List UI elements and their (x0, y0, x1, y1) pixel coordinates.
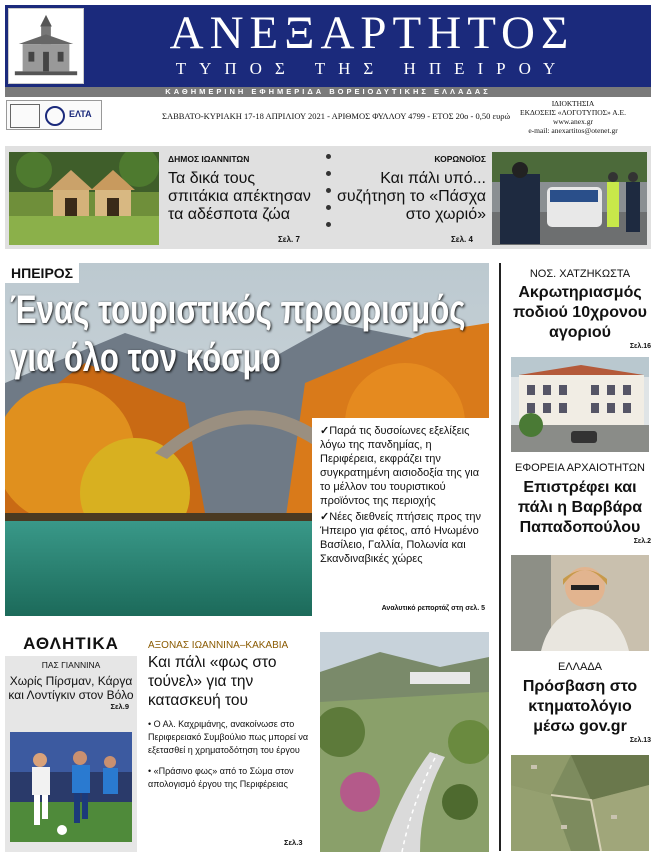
summary-bullet: ✓Νέες διεθνείς πτήσεις προς την Ήπειρο για φέτος, από Ηνωμένο Βασίλειο, Γαλλία, Πολωνία και Σκανδιναβικές χώρες (320, 511, 481, 565)
main-headline-line: για όλο τον κόσμο (10, 336, 281, 380)
ownership-info (498, 99, 648, 135)
masthead (5, 5, 651, 87)
story-kicker: ΕΛΛΑΔΑ (557, 661, 603, 673)
newspaper-title: ΑΝΕΞΑΡΤΗΤΟΣ (169, 7, 575, 59)
church-logo-icon (9, 9, 83, 83)
divider-dots (326, 154, 332, 244)
elta-badge: ΕΛΤΑ (69, 109, 92, 119)
portrait-photo (511, 555, 649, 651)
right-story-cadastre[interactable] (509, 661, 651, 744)
teaser-animals[interactable] (168, 154, 318, 224)
seal-badge-icon (45, 106, 65, 126)
story-kicker: ΝΟΣ. ΧΑΤΖΗΚΩΣΤΑ (529, 268, 631, 280)
football-photo (10, 732, 132, 842)
section-label: ΗΠΕΙΡΟΣ (5, 263, 79, 283)
certificate-badge-icon (10, 104, 40, 128)
sports-title[interactable]: Χωρίς Πίρσμαν, Κάργα και Λοντίγκιν στον Βόλο (8, 674, 134, 702)
highway-photo (320, 632, 489, 852)
right-story-ephorate[interactable] (509, 462, 651, 545)
main-summary-box (312, 418, 489, 616)
column-divider (499, 263, 501, 851)
newspaper-logo (8, 8, 84, 84)
aerial-map-photo (511, 755, 649, 851)
story-title: Ακρωτηριασμός ποδιού 10χρονου αγοριού (513, 284, 647, 341)
story-title: Επιστρέφει και πάλι η Βαρβάρα Παπαδοπούλου (517, 479, 643, 536)
hospital-photo (511, 357, 649, 452)
issue-info: ΣΑΒΒΑΤΟ-ΚΥΡΙΑΚΗ 17-18 ΑΠΡΙΛΙΟΥ 2021 - ΑΡΙΘΜΟΣ ΦΥΛΛΟΥ 4799 - ΕΤΟΣ 20ο - 0,50 ευρώ (162, 111, 511, 121)
highway-story[interactable] (148, 640, 312, 791)
teaser-page: Σελ. 7 (278, 235, 300, 244)
story-page: Σελ.13 (629, 737, 651, 744)
story-kicker: ΑΞΟΝΑΣ ΙΩΑΝΝΙΝΑ–ΚΑΚΑΒΙΑ (148, 640, 289, 651)
daily-tagline: ΚΑΘΗΜΕΡΙΝΗ ΕΦΗΜΕΡΙΔΑ ΒΟΡΕΙΟΔΥΤΙΚΗΣ ΕΛΛΑΔΑΣ (5, 87, 651, 97)
teaser-title: Τα δικά τους σπιτάκια απέκτησαν τα αδέσποτα ζώα (168, 170, 311, 223)
website-link[interactable]: www.anex.gr (553, 117, 593, 126)
sports-header: ΑΘΛΗΤΙΚΑ (5, 632, 137, 656)
police-checkpoint-photo (492, 152, 647, 245)
main-headline[interactable] (10, 286, 478, 382)
story-title: Πρόσβαση στο κτηματολόγιο μέσω gov.gr (522, 678, 638, 735)
owner-label: ΙΔΙΟΚΤΗΣΙΑ (551, 99, 595, 108)
story-page: Σελ.16 (629, 343, 651, 350)
summary-bullet: ✓Παρά τις δυσοίωνες εξελίξεις λόγω της πανδημίας, η Περιφέρεια, εκφράζει την συγκρατημένη αισιοδοξία της για το μέλλον του τουριστικού προϊόντος της περιοχής (320, 425, 480, 507)
teaser-kicker: ΔΗΜΟΣ ΙΩΑΝΝΙΤΩΝ (168, 154, 250, 164)
teaser-kicker: ΚΟΡΩΝΟΪΟΣ (434, 154, 486, 164)
teaser-page: Σελ. 4 (451, 235, 473, 244)
owner-name: ΕΚΔΟΣΕΙΣ «ΛΟΓΟΤΥΠΟΣ» Α.Ε. (520, 108, 626, 117)
sports-kicker: ΠΑΣ ΓΙΑΝΝΙΝΑ (41, 660, 101, 670)
story-page: Σελ.2 (633, 538, 651, 545)
story-title: Και πάλι «φως στο τούνελ» για την κατασκευή του (148, 654, 277, 709)
report-reference: Αναλυτικό ρεπορτάζ στη σελ. 5 (381, 605, 485, 612)
certification-badges (6, 100, 102, 130)
newspaper-subtitle: ΤΥΠΟΣ ΤΗΣ ΗΠΕΙΡΟΥ (175, 59, 569, 78)
teaser-title: Και πάλι υπό... συζήτηση το «Πάσχα στο χωριό» (337, 170, 486, 223)
email-link[interactable]: e-mail: anexartitos@otenet.gr (528, 126, 618, 135)
story-bullet: • Ο Αλ. Καχριμάνης, ανακοίνωσε στο Περιφερειακό Συμβούλιο πως μπορεί να εξετασθεί η χρηματοδότηση του έργου (148, 719, 309, 755)
main-headline-line: Ένας τουριστικός προορισμός (10, 288, 466, 332)
story-kicker: ΕΦΟΡΕΙΑ ΑΡΧΑΙΟΤΗΤΩΝ (515, 462, 645, 474)
dog-houses-photo (9, 152, 159, 245)
story-bullet: • «Πράσινο φως» από το Σώμα στον απολογισμό έργου της Περιφέρειας (148, 766, 294, 789)
teaser-easter[interactable] (336, 154, 486, 224)
right-story-amputation[interactable] (509, 268, 651, 350)
story-page: Σελ.3 (284, 838, 303, 847)
sports-section (5, 632, 137, 852)
sports-page: Σελ.9 (110, 702, 129, 711)
